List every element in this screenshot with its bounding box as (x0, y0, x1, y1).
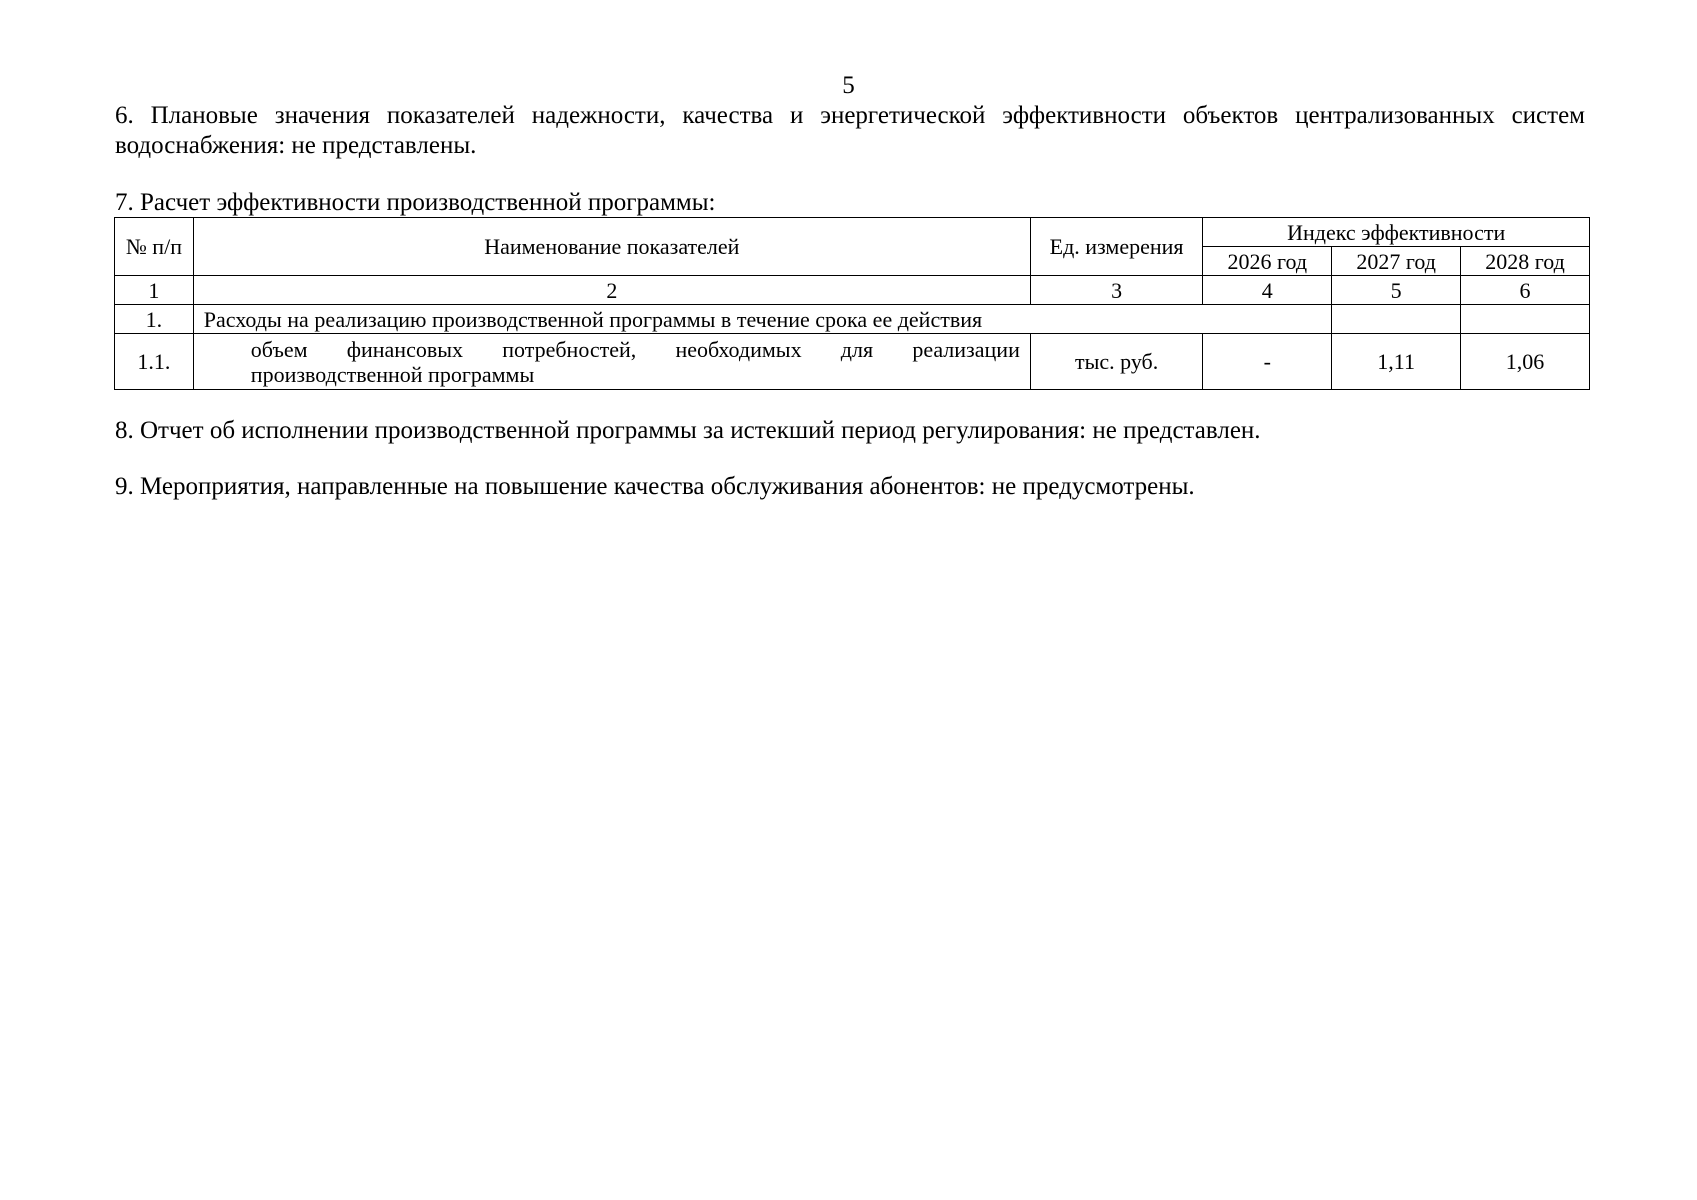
table-row (115, 305, 1590, 334)
row-value: 1,06 (1461, 334, 1590, 390)
column-numbers-row (115, 276, 1590, 305)
column-number: 6 (1461, 276, 1590, 305)
row-num: 1.1. (115, 334, 194, 390)
table-header-row (115, 218, 1590, 247)
table-row (115, 334, 1590, 390)
row-unit: тыс. руб. (1030, 334, 1203, 390)
section-8-text: 8. Отчет об исполнении производственной программы за истекший период регулирования: не представлен. (115, 417, 1261, 444)
header-year: 2027 год (1332, 247, 1461, 276)
section-7-title: 7. Расчет эффективности производственной программы: (115, 189, 716, 216)
header-name: Наименование показателей (193, 218, 1030, 276)
row-num: 1. (115, 305, 194, 334)
header-year: 2028 год (1461, 247, 1590, 276)
section-9-text: 9. Мероприятия, направленные на повышение качества обслуживания абонентов: не предусмотрены. (115, 473, 1195, 500)
row-value (1332, 305, 1461, 334)
row-value (1461, 305, 1590, 334)
column-number: 4 (1203, 276, 1332, 305)
section-6-text: 6. Плановые значения показателей надежности, качества и энергетической эффективности объектов централизованных систем водоснабжения: не представлены. (115, 102, 1585, 159)
header-unit: Ед. измерения (1030, 218, 1203, 276)
row-name: объем финансовых потребностей, необходимых для реализации производственной программы (193, 334, 1030, 390)
header-num: № п/п (115, 218, 194, 276)
header-index: Индекс эффективности (1203, 218, 1590, 247)
column-number: 1 (115, 276, 194, 305)
header-year: 2026 год (1203, 247, 1332, 276)
row-value: - (1203, 334, 1332, 390)
column-number: 5 (1332, 276, 1461, 305)
page-number: 5 (842, 72, 855, 99)
column-number: 3 (1030, 276, 1203, 305)
row-value: 1,11 (1332, 334, 1461, 390)
efficiency-table (114, 217, 1590, 390)
column-number: 2 (193, 276, 1030, 305)
row-name: Расходы на реализацию производственной программы в течение срока ее действия (193, 305, 1331, 334)
